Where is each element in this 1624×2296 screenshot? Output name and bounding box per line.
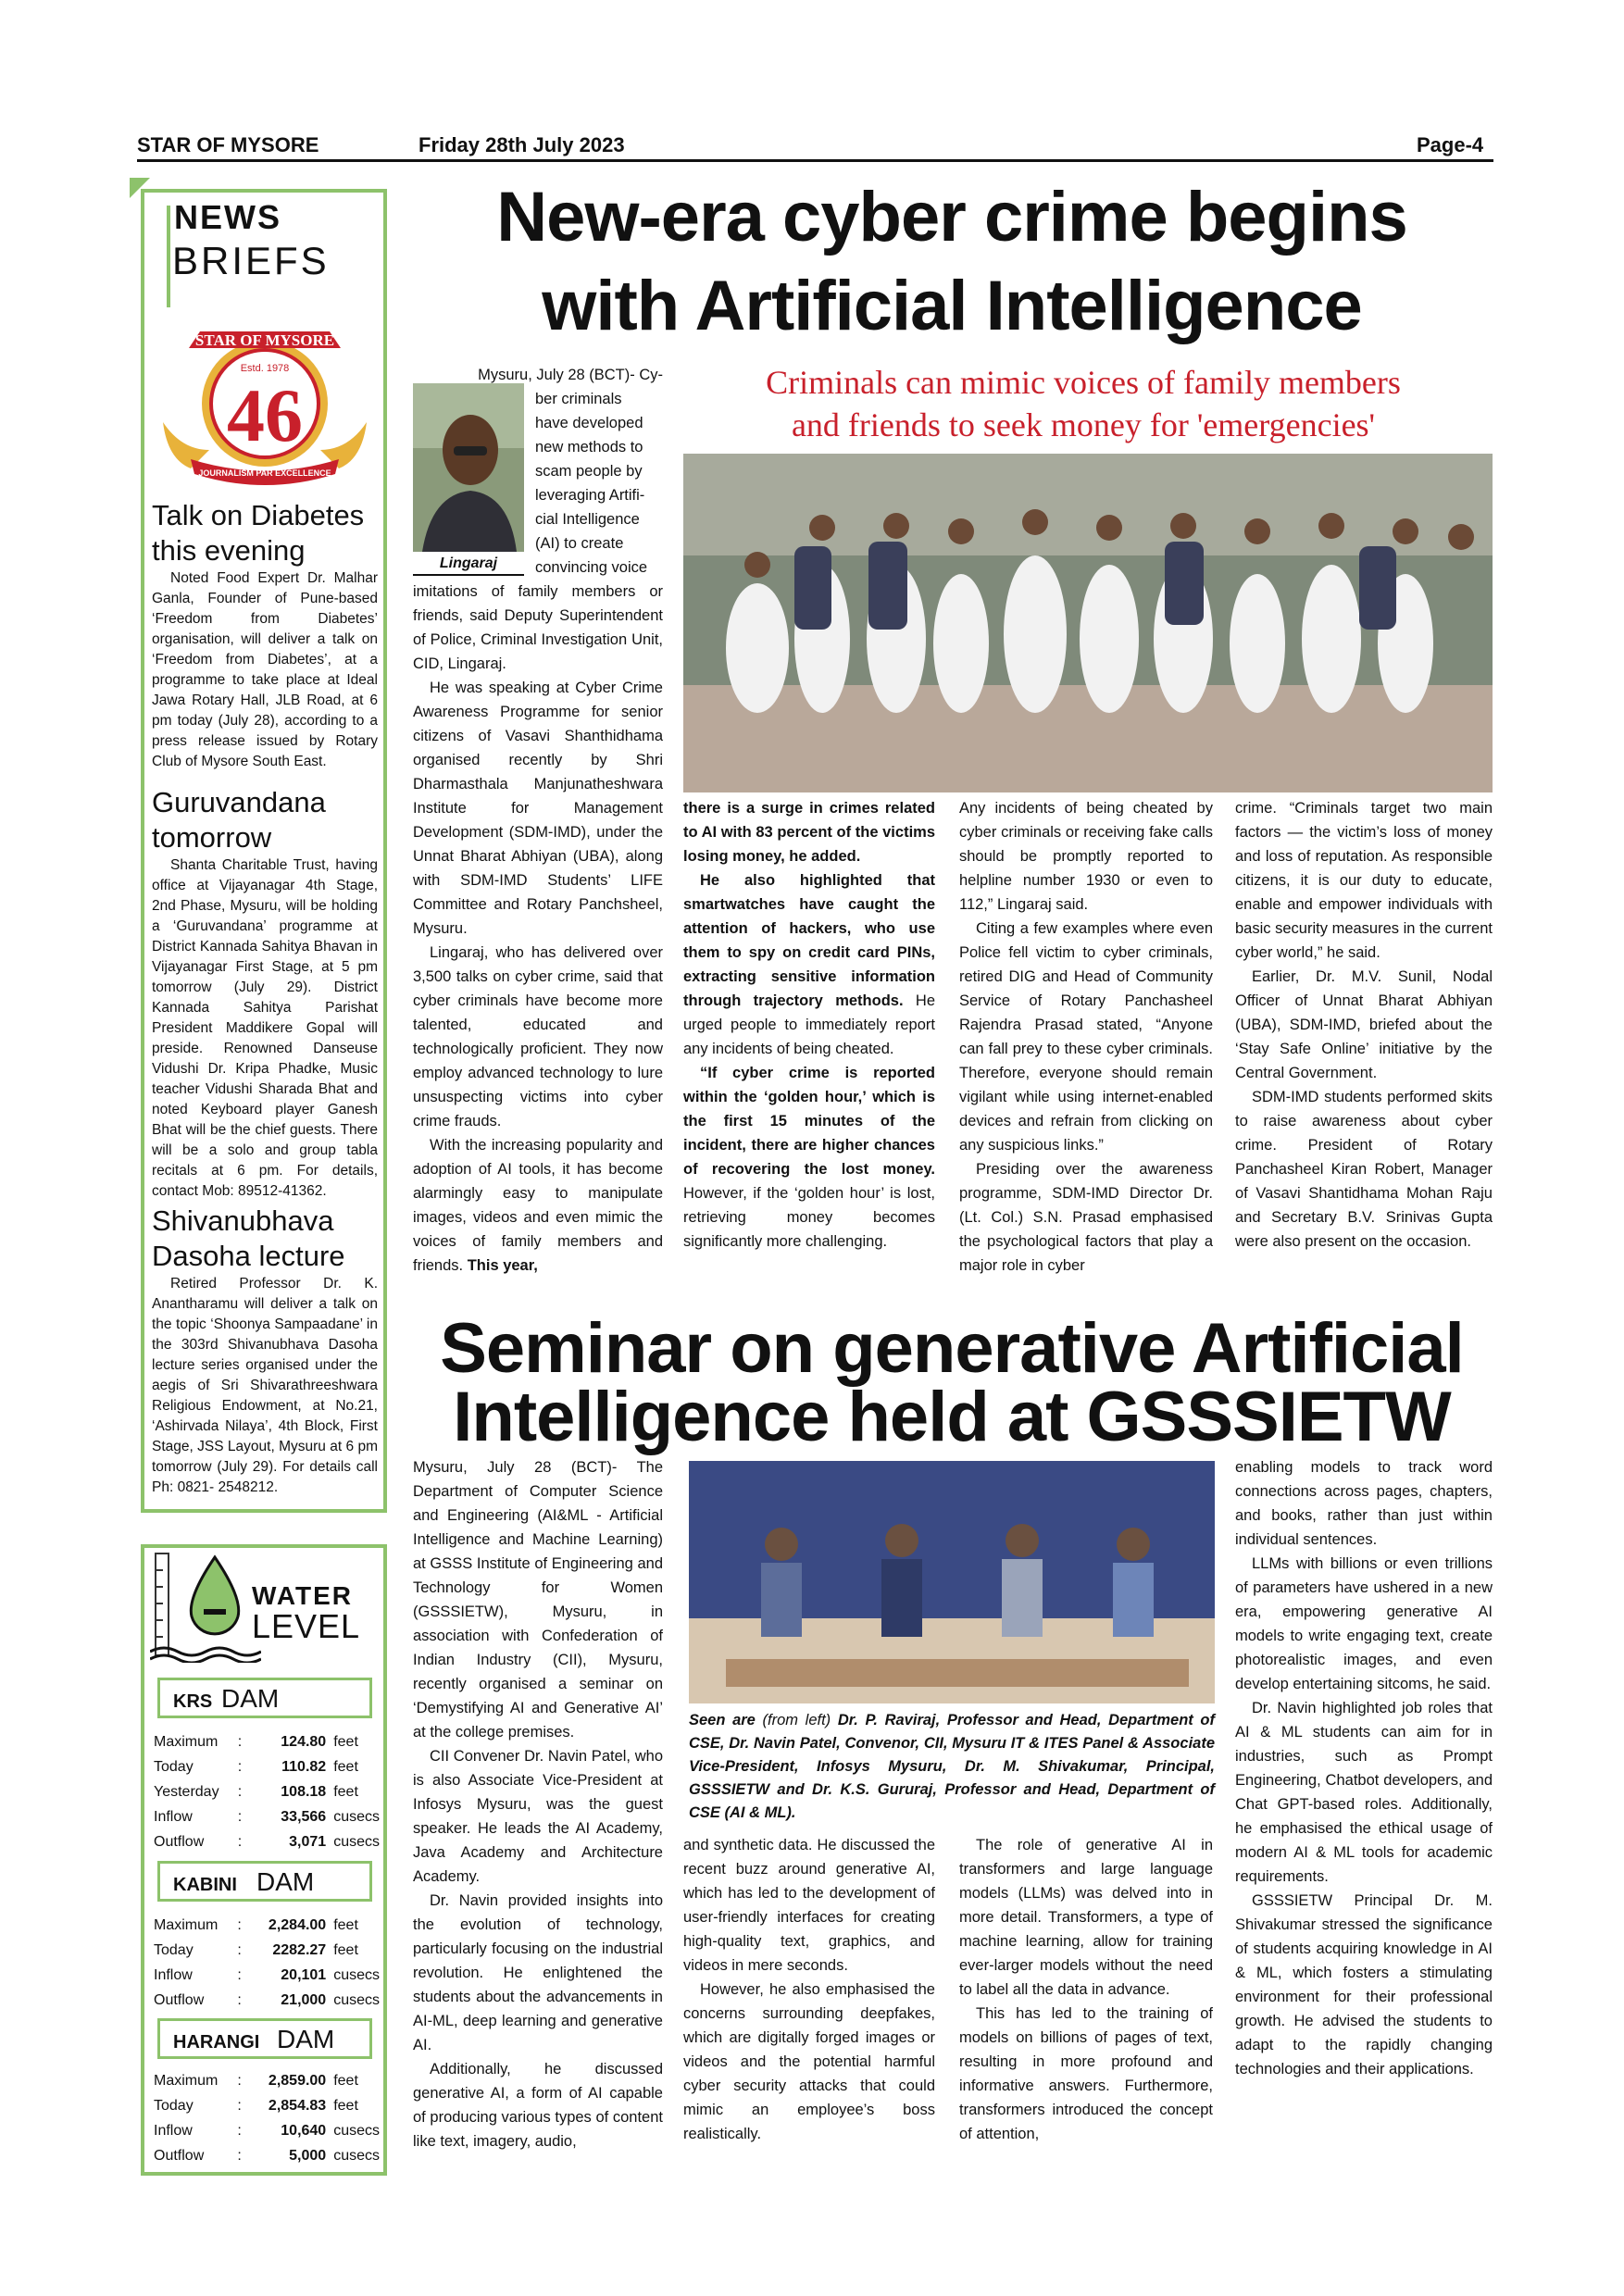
row-value: 10,640 bbox=[281, 2122, 327, 2139]
harangi-dam-header bbox=[157, 2018, 372, 2059]
paragraph: and synthetic data. He discussed the recent buzz around generative AI, which has led to the development of user-friendly interfaces for creating high-quality text, graphics, and videos in mere seconds. bbox=[683, 1837, 935, 1974]
water-level-title-2: LEVEL bbox=[252, 1607, 361, 1645]
table-row: Inflow : 20,101 cusecs bbox=[154, 1963, 380, 1988]
table-row: Today : 110.82 feet bbox=[154, 1754, 380, 1779]
krs-dam-header bbox=[157, 1678, 372, 1718]
news-briefs-title-2: BRIEFS bbox=[172, 239, 330, 282]
paragraph: SDM-IMD students performed skits to raise awareness about cyber crime. President of Rotary Panchasheel Kiran Robert, Manager of Vasavi Shantidhama Mohan Raju and Secretary B.V. Srinivas Gupta were also present on the occasion. bbox=[1235, 1089, 1493, 1250]
row-unit: feet bbox=[333, 1941, 358, 1958]
water-level-box bbox=[141, 1544, 387, 2176]
seminar-photo-caption bbox=[689, 1709, 1215, 1825]
harangi-dam-table bbox=[154, 2068, 380, 2168]
paragraph bbox=[683, 868, 935, 1061]
article-1-column-2 bbox=[683, 796, 935, 1254]
row-unit: cusecs bbox=[333, 1991, 380, 2008]
row-unit: cusecs bbox=[333, 2122, 380, 2139]
paragraph: The role of generative AI in transformers and large language models (LLMs) was delved into in more detail. Transformers, a type of machine learning, allow for training ever-larger models without the need to label all the data in advance. bbox=[959, 1837, 1213, 1998]
kabini-dam-name-2: DAM bbox=[256, 1867, 315, 1896]
portrait-caption: Lingaraj bbox=[413, 555, 524, 576]
page-number: Page-4 bbox=[1417, 133, 1484, 156]
brief-3-body: Retired Professor Dr. K. Anantharamu will deliver a talk on the topic ‘Shoonya Sampaadane’ in the 303rd Shivanubhava Dasoha lecture series organised under the aegis of Sri Shivarathreeshwara Religious Endowment, at No.21, ‘Ashirvada Nilaya’, 4th Block, First Stage, JSS Layout, Mysuru at 6 pm tomorrow (July 29). For details call Ph: 0821- 2548212. bbox=[152, 1276, 378, 1495]
row-label: Inflow bbox=[154, 2122, 193, 2139]
row-value: 108.18 bbox=[281, 1783, 327, 1800]
paragraph: imitations of family members or friends, said Deputy Superintendent of Police, Criminal Investigation Unit, CID, Lingaraj. bbox=[413, 583, 663, 672]
paragraph: He was speaking at Cyber Crime Awareness Programme for senior citizens of Vasavi Shanthidhama organised recently by Shri Dharmasthala Manjunatheshwara Institute for Management Development (SDM-IMD), under the Unnat Bharat Abhiyan (UBA), along with SDM-IMD Students’ LIFE Committee and Rotary Panchsheel, Mysuru. bbox=[413, 680, 663, 937]
paragraph-text: However, if the ‘golden hour’ is lost, retrieving money becomes significantly more challenging. bbox=[683, 1185, 935, 1250]
article-1-column-4 bbox=[1235, 796, 1493, 1254]
table-row: Outflow : 21,000 cusecs bbox=[154, 1988, 380, 2013]
row-label: Today bbox=[154, 2097, 194, 2114]
paragraph-bold-lead: “If cyber crime is reported within the ‘golden hour,’ which is the first 15 minutes of the incident, there are higher chances of recovering the lost money. bbox=[683, 1065, 935, 1178]
paragraph: Dr. Navin provided insights into the evolution of technology, particularly focusing on the industrial revolution. He enlightened the students about the advancements in AI-ML, deep learning and generative AI. bbox=[413, 1892, 663, 2053]
table-row: Outflow : 3,071 cusecs bbox=[154, 1829, 380, 1854]
article-1-column-3 bbox=[959, 796, 1213, 1278]
article-1-deck-line-1: Criminals can mimic voices of family members bbox=[766, 364, 1401, 401]
table-row: Today : 2,854.83 feet bbox=[154, 2093, 380, 2118]
row-label: Inflow bbox=[154, 1808, 193, 1825]
table-row: Maximum : 2,859.00 feet bbox=[154, 2068, 380, 2093]
paragraph: GSSSIETW Principal Dr. M. Shivakumar stressed the significance of students acquiring knowledge in AI & ML, which fosters a stimulating environment for their professional growth. He advised the students to adapt to the rapidly changing technologies and their applications. bbox=[1235, 1892, 1493, 2078]
krs-dam-name-1: KRS bbox=[173, 1691, 213, 1712]
row-value: 2,854.83 bbox=[268, 2097, 327, 2114]
table-row: Yesterday : 108.18 feet bbox=[154, 1779, 380, 1804]
article-2-column-2 bbox=[683, 1833, 935, 2146]
kabini-dam-header bbox=[157, 1861, 372, 1902]
paragraph-text: He urged people to immediately report any incidents of being cheated. bbox=[683, 992, 935, 1057]
row-value: 33,566 bbox=[281, 1808, 327, 1825]
paragraph: CII Convener Dr. Navin Patel, who is also Associate Vice-President at Infosys Mysuru, was the guest speaker. He leads the AI Academy, Java Academy and Architecture Academy. bbox=[413, 1748, 663, 1885]
masthead-rule bbox=[137, 159, 1493, 162]
kabini-dam-table bbox=[154, 1913, 380, 2013]
star-of-mysore-46-logo bbox=[154, 311, 376, 496]
row-unit: cusecs bbox=[333, 2147, 380, 2164]
row-label: Yesterday bbox=[154, 1783, 219, 1800]
row-label: Outflow bbox=[154, 1833, 205, 1850]
intro-line: new methods to bbox=[535, 439, 643, 455]
paragraph: However, he also emphasised the concerns surrounding deepfakes, which are digitally forged images or videos and the potential harmful cyber security attacks that could mimic an employee’s boss realistically. bbox=[683, 1981, 935, 2142]
logo-number-text: 46 bbox=[227, 373, 303, 457]
krs-dam-name-2: DAM bbox=[221, 1684, 280, 1713]
paragraph-bold-lead: He also highlighted that smartwatches have caught the attention of hackers, who use them to spy on credit card PINs, extracting sensitive information through trajectory methods. bbox=[683, 872, 935, 1009]
news-briefs-title-1: NEWS bbox=[174, 198, 281, 236]
brief-1-body: Noted Food Expert Dr. Malhar Ganla, Founder of Pune-based ‘Freedom from Diabetes’ organisation, will deliver a talk on ‘Freedom from Diabetes’, at a programme to take place at Ideal Jawa Rotary Hall, JLB Road, at 6 pm today (July 28), according to a press release issued by Rotary Club of Mysore South East. bbox=[152, 570, 378, 769]
harangi-dam-name-2: DAM bbox=[277, 2025, 335, 2053]
brief-1-heading-line-2: this evening bbox=[152, 534, 306, 567]
row-value: 3,071 bbox=[289, 1833, 327, 1850]
row-value: 124.80 bbox=[281, 1733, 327, 1750]
article-2-headline-line-1: Seminar on generative Artificial bbox=[440, 1309, 1464, 1388]
paragraph: LLMs with billions or even trillions of parameters have ushered in a new era, empowering generative AI models to write engaging text, create photorealistic images, and even develop entertaining sitcoms, he said. bbox=[1235, 1555, 1493, 1692]
row-value: 20,101 bbox=[281, 1966, 327, 1983]
news-briefs-inner-rule bbox=[167, 206, 170, 307]
brief-2-heading-line-2: tomorrow bbox=[152, 821, 272, 854]
row-unit: feet bbox=[333, 2072, 358, 2089]
news-briefs-box bbox=[141, 189, 387, 1513]
intro-line: ber criminals bbox=[535, 391, 622, 407]
caption-lead: Seen are bbox=[689, 1712, 756, 1728]
intro-line: scam people by bbox=[535, 463, 643, 480]
row-unit: cusecs bbox=[333, 1833, 380, 1850]
kabini-dam-name-1: KABINI bbox=[173, 1875, 237, 1895]
paragraph-bold-tail: This year, bbox=[467, 1257, 538, 1274]
row-unit: feet bbox=[333, 2097, 358, 2114]
article-2-column-3 bbox=[959, 1833, 1213, 2146]
caption-text: Dr. P. Raviraj, Professor and Head, Department of CSE, Dr. Navin Patel, Convenor, CII, Mysuru IT & ITES Panel & Associate Vice-President, Infosys Mysuru, Dr. M. Shivakumar, Principal, GSSSIETW and Dr. K.S. Gururaj, Professor and Head, Department of CSE (AI & ML). bbox=[689, 1712, 1215, 1821]
row-label: Maximum bbox=[154, 2072, 219, 2089]
row-label: Maximum bbox=[154, 1916, 219, 1933]
paragraph: This has led to the training of models on billions of pages of text, resulting in more profound and informative answers. Furthermore, transformers introduced the concept of attention, bbox=[959, 2005, 1213, 2142]
paragraph: Lingaraj, who has delivered over 3,500 talks on cyber crime, said that cyber criminals have become more talented, educated and technologically proficient. They now employ advanced technology to lure unsuspecting victims into cyber crime frauds. bbox=[413, 944, 663, 1129]
news-briefs-corner bbox=[130, 178, 150, 198]
brief-3-heading-line-2: Dasoha lecture bbox=[152, 1240, 345, 1272]
article-1-column-1 bbox=[413, 580, 663, 1278]
krs-dam-table bbox=[154, 1729, 380, 1854]
paragraph: Any incidents of being cheated by cyber criminals or receiving fake calls should be promptly reported to helpline number 1930 or even to 112,” Lingaraj said. bbox=[959, 800, 1213, 913]
table-row: Maximum : 2,284.00 feet bbox=[154, 1913, 380, 1938]
article-2-column-1 bbox=[413, 1455, 663, 2153]
row-unit: feet bbox=[333, 1783, 358, 1800]
row-value: 2282.27 bbox=[272, 1941, 327, 1958]
paragraph: Mysuru, July 28 (BCT)- The Department of Computer Science and Engineering (AI&ML - Artificial Intelligence and Machine Learning) at GSSS Institute of Engineering and Technology for Women (GSSSIETW), Mysuru, in association with Confederation of Indian Industry (CII), Mysuru, recently organised a seminar on ‘Demystifying AI and Generative AI’ at the college premises. bbox=[413, 1459, 663, 1741]
paragraph: enabling models to track word connections across pages, chapters, and books, rather than just within individual sentences. bbox=[1235, 1459, 1493, 1548]
row-label: Outflow bbox=[154, 1991, 205, 2008]
paragraph: Citing a few examples where even Police fell victim to cyber criminals, retired DIG and Head of Community Service of Rotary Panchasheel Rajendra Prasad stated, “Anyone can fall prey to these cyber criminals. Therefore, everyone should remain vigilant while using internet-enabled devices and refrain from clicking on any suspicious links.” bbox=[959, 920, 1213, 1154]
row-unit: cusecs bbox=[333, 1966, 380, 1983]
row-unit: feet bbox=[333, 1733, 358, 1750]
row-value: 2,859.00 bbox=[268, 2072, 327, 2089]
brief-2-heading-line-1: Guruvandana bbox=[152, 786, 326, 818]
table-row: Inflow : 33,566 cusecs bbox=[154, 1804, 380, 1829]
row-value: 5,000 bbox=[289, 2147, 327, 2164]
caption-mid: (from left) bbox=[762, 1712, 831, 1728]
water-drop-icon bbox=[150, 1552, 261, 1663]
row-label: Outflow bbox=[154, 2147, 205, 2164]
paragraph: Additionally, he discussed generative AI, a form of AI capable of producing various types of content like text, imagery, audio, bbox=[413, 2061, 663, 2150]
seminar-dais-photo bbox=[689, 1461, 1215, 1703]
row-value: 21,000 bbox=[281, 1991, 327, 2008]
paragraph bbox=[683, 1061, 935, 1254]
row-label: Today bbox=[154, 1758, 194, 1775]
paragraph-text: With the increasing popularity and adoption of AI tools, it has become alarmingly easy to manipulate images, videos and even mimic the voices of family members and friends. bbox=[413, 1137, 663, 1274]
logo-estd-text: Estd. 1978 bbox=[240, 363, 290, 374]
intro-line: leveraging Artifi- bbox=[535, 487, 645, 504]
paragraph bbox=[413, 1133, 663, 1278]
brief-2-body: Shanta Charitable Trust, having office at Vijayanagar 4th Stage, 2nd Phase, Mysuru, will be holding a ‘Guruvandana’ programme at District Kannada Sahitya Bhavan in Vijayanagar First Stage, at 5 pm tomorrow (July 29). District Kannada Sahitya Parishat President Maddikere Gopal will preside. Renowned Danseuse Vidushi Dr. Kripa Phadke, Music teacher Vidushi Sharada Bhat and noted Keyboard player Ganesh Bhat will be the chief guests. There will be a solo and group tabla recitals at 6 pm. For details, contact Mob: 89512-41362. bbox=[152, 857, 378, 1199]
paragraph-bold: there is a surge in crimes related to AI with 83 percent of the victims losing money, he added. bbox=[683, 800, 935, 865]
intro-line: cial Intelligence bbox=[535, 511, 640, 528]
paragraph: Dr. Navin highlighted job roles that AI & ML students can aim for in industries, such as Prompt Engineering, Chatbot developers, and Chat GPT-based roles. Additionally, he emphasised the ethical usage of modern AI & ML tools for academic requirements. bbox=[1235, 1700, 1493, 1885]
paragraph: crime. “Criminals target two main factors — the victim’s loss of money and loss of reputation. As responsible citizens, it is our duty to educate, enable and empower individuals with basic security measures in the current cyber world,” he said. bbox=[1235, 800, 1493, 961]
logo-ribbon-text: JOURNALISM PAR EXCELLENCE bbox=[198, 468, 331, 478]
row-value: 110.82 bbox=[281, 1758, 327, 1775]
row-label: Inflow bbox=[154, 1966, 193, 1983]
table-row: Maximum : 124.80 feet bbox=[154, 1729, 380, 1754]
row-unit: feet bbox=[333, 1758, 358, 1775]
water-level-title-1: WATER bbox=[252, 1581, 354, 1610]
issue-date: Friday 28th July 2023 bbox=[418, 133, 625, 156]
logo-banner-text: STAR OF MYSORE bbox=[194, 331, 335, 349]
intro-line: convincing voice bbox=[535, 559, 648, 576]
article-1-deck-line-2: and friends to seek money for 'emergencies' bbox=[791, 406, 1376, 443]
row-unit: cusecs bbox=[333, 1808, 380, 1825]
article-1-intro bbox=[413, 363, 663, 580]
harangi-dam-name-1: HARANGI bbox=[173, 2032, 260, 2053]
intro-line: (AI) to create bbox=[535, 535, 624, 552]
article-2-headline-line-2: Intelligence held at GSSSIETW bbox=[453, 1378, 1451, 1456]
intro-line: have developed bbox=[535, 415, 643, 431]
row-unit: feet bbox=[333, 1916, 358, 1933]
article-1-headline-line-2: with Artificial Intelligence bbox=[542, 267, 1362, 345]
article-1-headline-line-1: New-era cyber crime begins bbox=[496, 178, 1407, 256]
paragraph: Earlier, Dr. M.V. Sunil, Nodal Officer of Unnat Bharat Abhiyan (UBA), SDM-IMD, briefed about the ‘Stay Safe Online’ initiative by the Central Government. bbox=[1235, 968, 1493, 1081]
table-row: Outflow : 5,000 cusecs bbox=[154, 2143, 380, 2168]
intro-line: Mysuru, July 28 (BCT)- Cy- bbox=[478, 367, 663, 383]
table-row: Today : 2282.27 feet bbox=[154, 1938, 380, 1963]
table-row: Inflow : 10,640 cusecs bbox=[154, 2118, 380, 2143]
paragraph: Presiding over the awareness programme, SDM-IMD Director Dr. (Lt. Col.) S.N. Prasad emphasised the psychological factors that play a major role in cyber bbox=[959, 1161, 1213, 1274]
brief-1-heading-line-1: Talk on Diabetes bbox=[152, 499, 365, 531]
cyber-awareness-group-photo bbox=[683, 454, 1493, 792]
row-label: Today bbox=[154, 1941, 194, 1958]
row-label: Maximum bbox=[154, 1733, 219, 1750]
article-2-column-4 bbox=[1235, 1455, 1493, 2081]
paper-name: STAR OF MYSORE bbox=[137, 133, 319, 156]
brief-3-heading-line-1: Shivanubhava bbox=[152, 1204, 334, 1237]
row-value: 2,284.00 bbox=[268, 1916, 327, 1933]
